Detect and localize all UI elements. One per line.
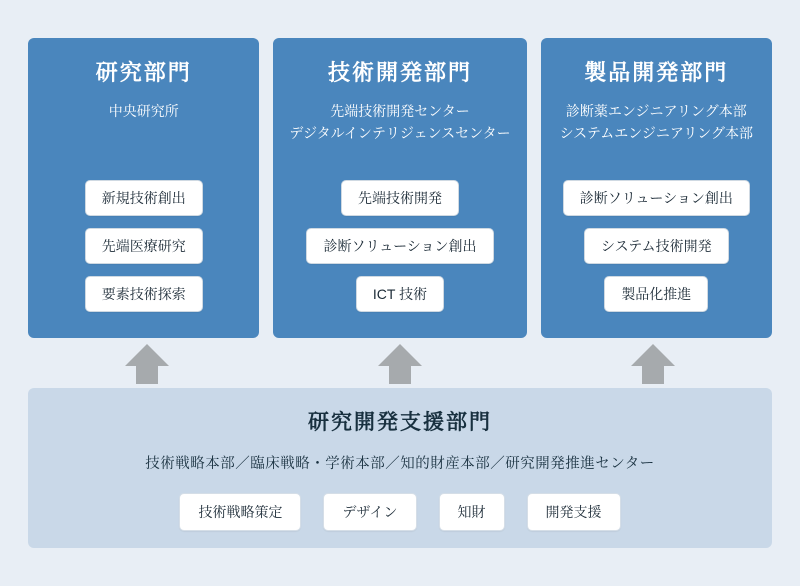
- arrow-up-icon: [124, 342, 170, 386]
- department-subunits: [289, 101, 510, 144]
- department-card-research: [28, 38, 259, 338]
- function-chip: 診断ソリューション創出: [563, 180, 750, 216]
- function-chip: 知財: [439, 493, 505, 531]
- support-title: 研究開発支援部門: [308, 411, 492, 434]
- function-chip: システム技術開発: [584, 228, 729, 264]
- department-card-product: [541, 38, 772, 338]
- function-chip: 診断ソリューション創出: [306, 228, 493, 264]
- support-arrows: [28, 340, 772, 388]
- department-title: 研究部門: [95, 60, 192, 85]
- arrow-cell: [281, 340, 520, 388]
- department-card-technology: [273, 38, 526, 338]
- department-subunit: 中央研究所: [108, 103, 179, 119]
- department-subunit: 診断薬エンジニアリング本部: [565, 103, 747, 119]
- arrow-up-icon: [377, 342, 423, 386]
- department-subunit: 先端技術開発センター: [330, 103, 470, 119]
- department-functions: [557, 180, 756, 316]
- function-chip: 技術戦略策定: [179, 493, 301, 531]
- department-columns: [28, 38, 772, 338]
- department-title: 技術開発部門: [328, 60, 473, 85]
- department-subunit: デジタルインテリジェンスセンター: [289, 124, 511, 141]
- department-subunit: システムエンジニアリング本部: [559, 124, 754, 141]
- support-department-card: [28, 388, 772, 548]
- function-chip: 製品化推進: [604, 276, 708, 312]
- department-functions: [44, 180, 243, 316]
- support-functions: [179, 493, 620, 531]
- function-chip: デザイン: [323, 493, 416, 531]
- function-chip: 開発支援: [527, 493, 621, 531]
- function-chip: 要素技術探索: [85, 276, 203, 312]
- function-chip: 先端技術開発: [341, 180, 459, 216]
- support-subtitle: 技術戦略本部／臨床戦略・学術本部／知的財産本部／研究開発推進センター: [145, 456, 655, 472]
- department-subunits: [560, 101, 753, 144]
- function-chip: 先端医療研究: [85, 228, 203, 264]
- function-chip: 新規技術創出: [85, 180, 203, 216]
- arrow-up-icon: [630, 342, 676, 386]
- function-chip: ICT 技術: [356, 276, 444, 312]
- department-title: 製品開発部門: [584, 60, 729, 85]
- arrow-cell: [28, 340, 267, 388]
- department-functions: [289, 180, 510, 316]
- department-subunits: [109, 101, 179, 123]
- arrow-cell: [533, 340, 772, 388]
